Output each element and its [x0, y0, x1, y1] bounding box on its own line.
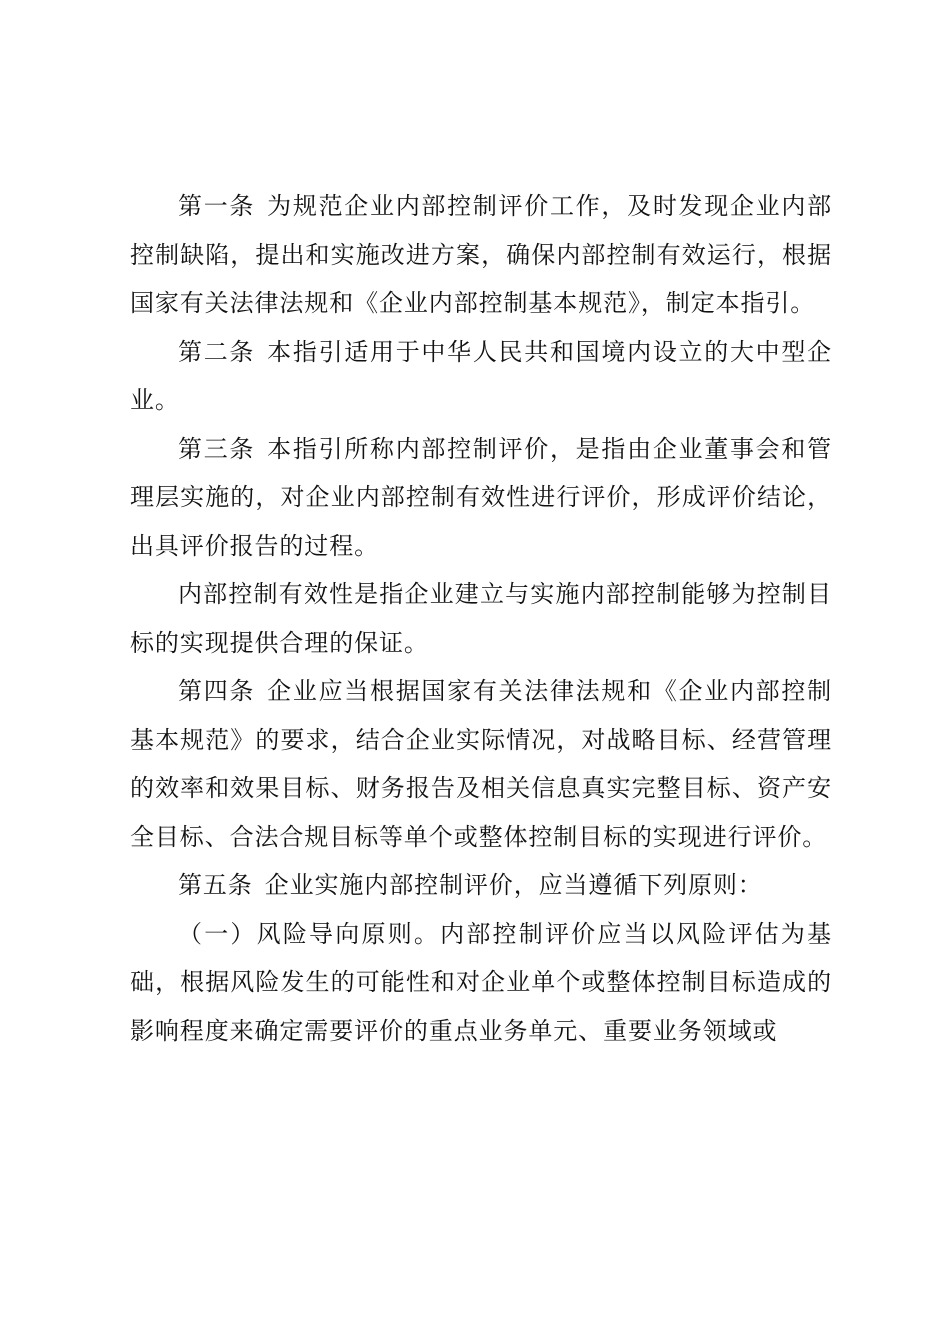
article-number: 第五条 [178, 871, 253, 899]
article-4-paragraph [130, 667, 832, 861]
article-number: 第三条 [178, 434, 256, 463]
article-text: 企业实施内部控制评价，应当遵循下列原则： [264, 871, 763, 899]
effectiveness-definition-paragraph [130, 570, 832, 667]
document-body [130, 182, 832, 1055]
article-text: 本指引所称内部控制评价，是指由企业董事会和管理层实施的，对企业内部控制有效性进行评价，形成评价结论，出具评价报告的过程。 [130, 434, 832, 560]
article-number: 第二条 [178, 337, 256, 366]
article-2-paragraph [130, 328, 832, 425]
article-3-paragraph [130, 425, 832, 571]
article-text: 为规范企业内部控制评价工作，及时发现企业内部控制缺陷，提出和实施改进方案，确保内部控制有效运行，根据国家有关法律法规和《企业内部控制基本规范》，制定本指引。 [130, 192, 832, 317]
paragraph-text: （一）风险导向原则。内部控制评价应当以风险评估为基础，根据风险发生的可能性和对企业单个或整体控制目标造成的影响程度来确定需要评价的重点业务单元、重要业务领域或 [130, 919, 832, 1045]
article-1-paragraph [130, 182, 832, 328]
principle-1-paragraph [130, 910, 832, 1056]
paragraph-text: 内部控制有效性是指企业建立与实施内部控制能够为控制目标的实现提供合理的保证。 [130, 580, 832, 657]
article-number: 第四条 [178, 677, 256, 705]
article-text: 企业应当根据国家有关法律法规和《企业内部控制基本规范》的要求，结合企业实际情况，对战略目标、经营管理的效率和效果目标、财务报告及相关信息真实完整目标、资产安全目标、合法合规目标等单个或整体控制目标的实现进行评价。 [130, 677, 832, 851]
article-number: 第一条 [178, 192, 256, 220]
article-text: 本指引适用于中华人民共和国境内设立的大中型企业。 [130, 337, 832, 414]
article-5-paragraph [130, 861, 832, 910]
